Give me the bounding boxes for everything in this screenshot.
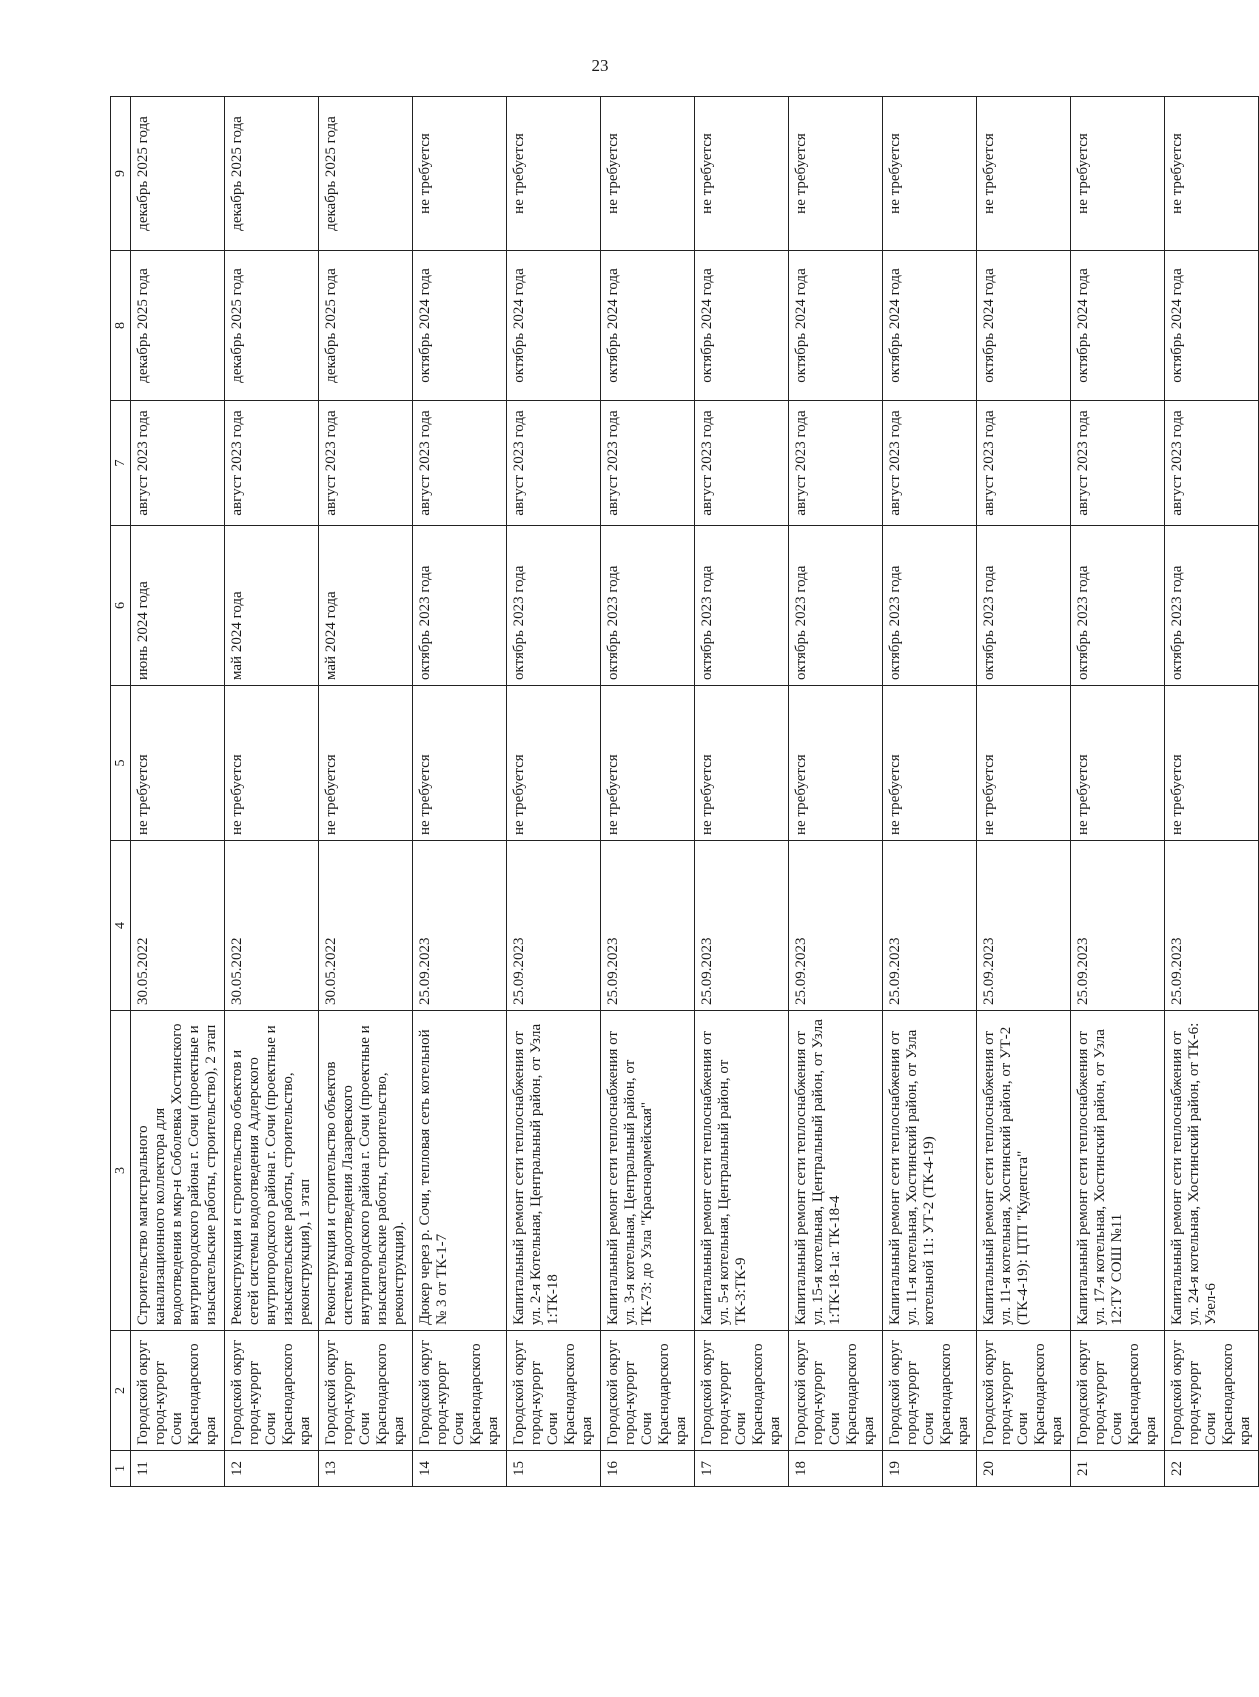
- table-cell-col-8: декабрь 2025 года: [131, 251, 225, 401]
- table-row: [1071, 97, 1165, 1487]
- table-cell-col-8: октябрь 2024 года: [695, 251, 789, 401]
- table-cell-col-8: октябрь 2024 года: [883, 251, 977, 401]
- table-cell-col-9: не требуется: [977, 97, 1071, 251]
- table-cell-col-1: 15: [507, 1451, 601, 1487]
- table-cell-col-7: август 2023 года: [131, 401, 225, 526]
- table-cell-col-8: октябрь 2024 года: [507, 251, 601, 401]
- table-cell-col-3: Дюкер через р. Сочи, тепловая сеть котельной № 3 от ТК-1-7: [413, 1011, 507, 1331]
- table-cell-col-5: не требуется: [1165, 686, 1259, 841]
- table-cell-col-3: Капитальный ремонт сети теплоснабжения от ул. 17-я котельная, Хостинский район, от Узла 12:ТУ СОШ №11: [1071, 1011, 1165, 1331]
- table-cell-col-6: июнь 2024 года: [131, 526, 225, 686]
- table-cell-col-4: 30.05.2022: [319, 841, 413, 1011]
- table-cell-col-7: август 2023 года: [695, 401, 789, 526]
- table-cell-col-7: август 2023 года: [789, 401, 883, 526]
- table-cell-col-2: Городской округ город-курорт Сочи Краснодарского края: [131, 1331, 225, 1451]
- column-header-4: 4: [111, 841, 131, 1011]
- table-cell-col-4: 25.09.2023: [1071, 841, 1165, 1011]
- column-header-6: 6: [111, 526, 131, 686]
- table-cell-col-7: август 2023 года: [1071, 401, 1165, 526]
- table-cell-col-7: август 2023 года: [319, 401, 413, 526]
- table-cell-col-1: 17: [695, 1451, 789, 1487]
- table-cell-col-2: Городской округ город-курорт Сочи Краснодарского края: [507, 1331, 601, 1451]
- table-cell-col-6: октябрь 2023 года: [601, 526, 695, 686]
- table-cell-col-8: октябрь 2024 года: [789, 251, 883, 401]
- table-cell-col-8: октябрь 2024 года: [601, 251, 695, 401]
- table-cell-col-4: 25.09.2023: [695, 841, 789, 1011]
- table-cell-col-8: октябрь 2024 года: [1071, 251, 1165, 401]
- table-row: [413, 97, 507, 1487]
- table-row: [789, 97, 883, 1487]
- table-cell-col-3: Реконструкция и строительство объектов и сетей системы водоотведения Адлерского внутригородского района г. Сочи (проектные и изыскательские работы, строительство, реконструкция), 1 этап: [225, 1011, 319, 1331]
- table-cell-col-4: 25.09.2023: [413, 841, 507, 1011]
- table-cell-col-5: не требуется: [883, 686, 977, 841]
- column-header-8: 8: [111, 251, 131, 401]
- column-header-1: 1: [111, 1451, 131, 1487]
- table-cell-col-3: Реконструкция и строительство объектов системы водоотведения Лазаревского внутригородского района г. Сочи (проектные и изыскательские работы, строительство, реконструкция).: [319, 1011, 413, 1331]
- table-cell-col-8: октябрь 2024 года: [1165, 251, 1259, 401]
- table-cell-col-6: октябрь 2023 года: [507, 526, 601, 686]
- table-cell-col-3: Капитальный ремонт сети теплоснабжения от ул. 15-я котельная, Центральный район, от Узла 1:ТК-18-1а: ТК-18-4: [789, 1011, 883, 1331]
- table-cell-col-6: октябрь 2023 года: [695, 526, 789, 686]
- table-cell-col-3: Строительство магистрального канализационного коллектора для водоотведения в мкр-н Соболевка Хостинского внутригородского района г. Сочи (проектные и изыскательские работы, строительство), 2 этап: [131, 1011, 225, 1331]
- table-cell-col-7: август 2023 года: [507, 401, 601, 526]
- table-cell-col-5: не требуется: [977, 686, 1071, 841]
- table-cell-col-2: Городской округ город-курорт Сочи Краснодарского края: [695, 1331, 789, 1451]
- table-cell-col-1: 16: [601, 1451, 695, 1487]
- table-cell-col-9: декабрь 2025 года: [225, 97, 319, 251]
- table-cell-col-3: Капитальный ремонт сети теплоснабжения от ул. 11-я котельная, Хостинский район, от Узла котельной 11: УТ-2 (ТК-4-19): [883, 1011, 977, 1331]
- table-cell-col-9: не требуется: [601, 97, 695, 251]
- table-cell-col-7: август 2023 года: [413, 401, 507, 526]
- table-cell-col-7: август 2023 года: [1165, 401, 1259, 526]
- table-cell-col-5: не требуется: [413, 686, 507, 841]
- table-cell-col-2: Городской округ город-курорт Сочи Краснодарского края: [1165, 1331, 1259, 1451]
- table-cell-col-8: декабрь 2025 года: [225, 251, 319, 401]
- table-cell-col-9: не требуется: [507, 97, 601, 251]
- table-cell-col-1: 14: [413, 1451, 507, 1487]
- table-cell-col-2: Городской округ город-курорт Сочи Краснодарского края: [601, 1331, 695, 1451]
- table-cell-col-4: 30.05.2022: [131, 841, 225, 1011]
- table-cell-col-4: 25.09.2023: [789, 841, 883, 1011]
- table-cell-col-3: Капитальный ремонт сети теплоснабжения от ул. 5-я котельная, Центральный район, от ТК-3:ТК-9: [695, 1011, 789, 1331]
- table-cell-col-5: не требуется: [131, 686, 225, 841]
- table-cell-col-1: 13: [319, 1451, 413, 1487]
- table-cell-col-3: Капитальный ремонт сети теплоснабжения от ул. 3-я котельная, Центральный район, от ТК-73: до Узла "Красноармейская": [601, 1011, 695, 1331]
- table-cell-col-4: 25.09.2023: [601, 841, 695, 1011]
- table-cell-col-7: август 2023 года: [225, 401, 319, 526]
- column-header-3: 3: [111, 1011, 131, 1331]
- table-row: [225, 97, 319, 1487]
- table-cell-col-3: Капитальный ремонт сети теплоснабжения от ул. 11-я котельная, Хостинский район, от УТ-2 (ТК-4-19): ЦТП "Кудепста": [977, 1011, 1071, 1331]
- table-cell-col-9: не требуется: [413, 97, 507, 251]
- rotated-table-container: [110, 97, 1253, 1487]
- table-cell-col-6: май 2024 года: [319, 526, 413, 686]
- table-cell-col-5: не требуется: [1071, 686, 1165, 841]
- table-cell-col-8: октябрь 2024 года: [413, 251, 507, 401]
- table-cell-col-5: не требуется: [789, 686, 883, 841]
- table-cell-col-1: 21: [1071, 1451, 1165, 1487]
- table-cell-col-6: октябрь 2023 года: [1071, 526, 1165, 686]
- table-cell-col-9: не требуется: [695, 97, 789, 251]
- table-cell-col-9: декабрь 2025 года: [319, 97, 413, 251]
- table-cell-col-4: 25.09.2023: [977, 841, 1071, 1011]
- table-cell-col-5: не требуется: [601, 686, 695, 841]
- table-cell-col-5: не требуется: [507, 686, 601, 841]
- table-cell-col-1: 19: [883, 1451, 977, 1487]
- table-cell-col-8: октябрь 2024 года: [977, 251, 1071, 401]
- table-cell-col-2: Городской округ город-курорт Сочи Краснодарского края: [977, 1331, 1071, 1451]
- table-cell-col-6: октябрь 2023 года: [883, 526, 977, 686]
- table-row: [507, 97, 601, 1487]
- table-cell-col-6: октябрь 2023 года: [413, 526, 507, 686]
- column-header-2: 2: [111, 1331, 131, 1451]
- table-cell-col-6: октябрь 2023 года: [977, 526, 1071, 686]
- table-row: [601, 97, 695, 1487]
- table-cell-col-3: Капитальный ремонт сети теплоснабжения от ул. 24-я котельная, Хостинский район, от ТК-6: Узел-6: [1165, 1011, 1259, 1331]
- column-header-9: 9: [111, 97, 131, 251]
- table-cell-col-5: не требуется: [319, 686, 413, 841]
- table-body: [131, 97, 1259, 1487]
- projects-table: [110, 96, 1259, 1487]
- table-cell-col-4: 25.09.2023: [1165, 841, 1259, 1011]
- table-header-row: [111, 97, 131, 1487]
- table-cell-col-9: не требуется: [883, 97, 977, 251]
- table-cell-col-5: не требуется: [695, 686, 789, 841]
- table-row: [131, 97, 225, 1487]
- table-cell-col-1: 12: [225, 1451, 319, 1487]
- page-number: 23: [591, 56, 609, 75]
- table-cell-col-6: май 2024 года: [225, 526, 319, 686]
- table-row: [977, 97, 1071, 1487]
- table-cell-col-1: 20: [977, 1451, 1071, 1487]
- table-cell-col-7: август 2023 года: [977, 401, 1071, 526]
- table-cell-col-1: 22: [1165, 1451, 1259, 1487]
- table-cell-col-6: октябрь 2023 года: [789, 526, 883, 686]
- table-cell-col-1: 18: [789, 1451, 883, 1487]
- table-cell-col-9: не требуется: [1165, 97, 1259, 251]
- table-cell-col-9: не требуется: [789, 97, 883, 251]
- table-cell-col-2: Городской округ город-курорт Сочи Краснодарского края: [789, 1331, 883, 1451]
- column-header-7: 7: [111, 401, 131, 526]
- table-cell-col-2: Городской округ город-курорт Сочи Краснодарского края: [225, 1331, 319, 1451]
- table-cell-col-7: август 2023 года: [601, 401, 695, 526]
- table-row: [1165, 97, 1259, 1487]
- table-cell-col-2: Городской округ город-курорт Сочи Краснодарского края: [883, 1331, 977, 1451]
- table-cell-col-3: Капитальный ремонт сети теплоснабжения от ул. 2-я Котельная, Центральный район, от Узла 1:ТК-18: [507, 1011, 601, 1331]
- table-cell-col-5: не требуется: [225, 686, 319, 841]
- table-row: [695, 97, 789, 1487]
- table-cell-col-2: Городской округ город-курорт Сочи Краснодарского края: [319, 1331, 413, 1451]
- table-cell-col-2: Городской округ город-курорт Сочи Краснодарского края: [413, 1331, 507, 1451]
- table-cell-col-9: не требуется: [1071, 97, 1165, 251]
- column-header-5: 5: [111, 686, 131, 841]
- table-cell-col-8: декабрь 2025 года: [319, 251, 413, 401]
- table-cell-col-4: 25.09.2023: [507, 841, 601, 1011]
- table-cell-col-4: 25.09.2023: [883, 841, 977, 1011]
- table-row: [319, 97, 413, 1487]
- table-row: [883, 97, 977, 1487]
- table-cell-col-6: октябрь 2023 года: [1165, 526, 1259, 686]
- table-cell-col-9: декабрь 2025 года: [131, 97, 225, 251]
- table-cell-col-2: Городской округ город-курорт Сочи Краснодарского края: [1071, 1331, 1165, 1451]
- table-cell-col-7: август 2023 года: [883, 401, 977, 526]
- table-cell-col-4: 30.05.2022: [225, 841, 319, 1011]
- table-cell-col-1: 11: [131, 1451, 225, 1487]
